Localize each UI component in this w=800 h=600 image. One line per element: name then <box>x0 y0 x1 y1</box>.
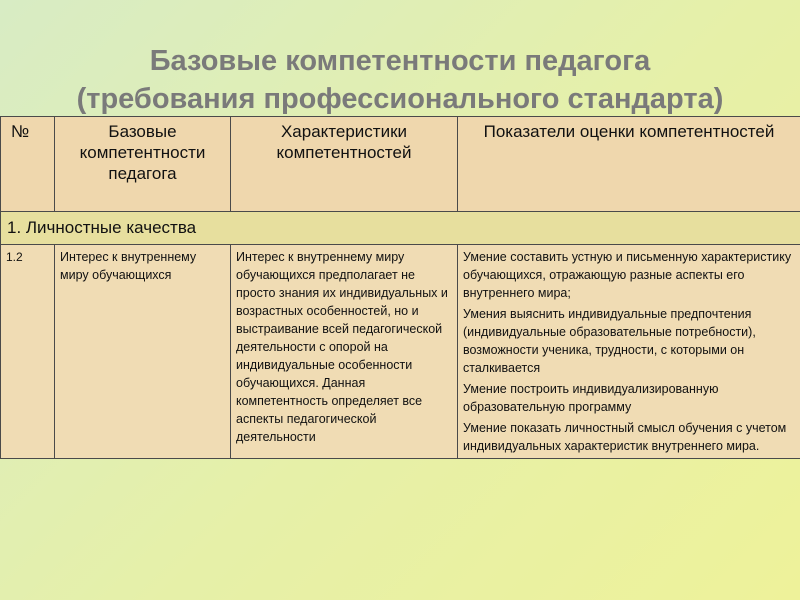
header-characteristics: Характеристики компетентностей <box>231 117 458 212</box>
header-competence: Базовые компетентности педагога <box>55 117 231 212</box>
table-row <box>1 245 800 459</box>
indicator-item: Умения выяснить индивидуальные предпочтения (индивидуальные образовательные потребности), возможности ученика, трудности, с которыми он сталкивается <box>463 307 756 375</box>
indicator-item: Умение составить устную и письменную характеристику обучающихся, отражающую разные аспекты его внутреннего мира; <box>463 250 792 300</box>
indicator-item: Умение показать личностный смысл обучения с учетом индивидуальных характеристик внутреннего мира. <box>463 421 787 453</box>
row-characteristic: Интерес к внутреннему миру обучающихся предполагает не просто знания их индивидуальных и возрастных особенностей, но и выстраивание всей педагогической деятельности с опорой на индивидуальные особенности обучающихся. Данная компетентность определяет все аспекты педагогической деятельности <box>231 245 458 459</box>
header-number: № <box>1 117 55 212</box>
title-line-2: (требования профессионального стандарта) <box>76 83 724 115</box>
page-title <box>0 42 800 118</box>
row-number: 1.2 <box>1 245 55 459</box>
row-competence: Интерес к внутреннему миру обучающихся <box>55 245 231 459</box>
indicator-item: Умение построить индивидуализированную образовательную программу <box>463 382 719 414</box>
row-indicators <box>458 245 800 459</box>
section-row <box>1 212 800 245</box>
table-header-row <box>1 117 800 212</box>
header-indicators: Показатели оценки компетентностей <box>458 117 800 212</box>
title-line-1: Базовые компетентности педагога <box>149 45 651 77</box>
section-title: 1. Личностные качества <box>1 212 800 245</box>
competence-table <box>0 116 800 459</box>
